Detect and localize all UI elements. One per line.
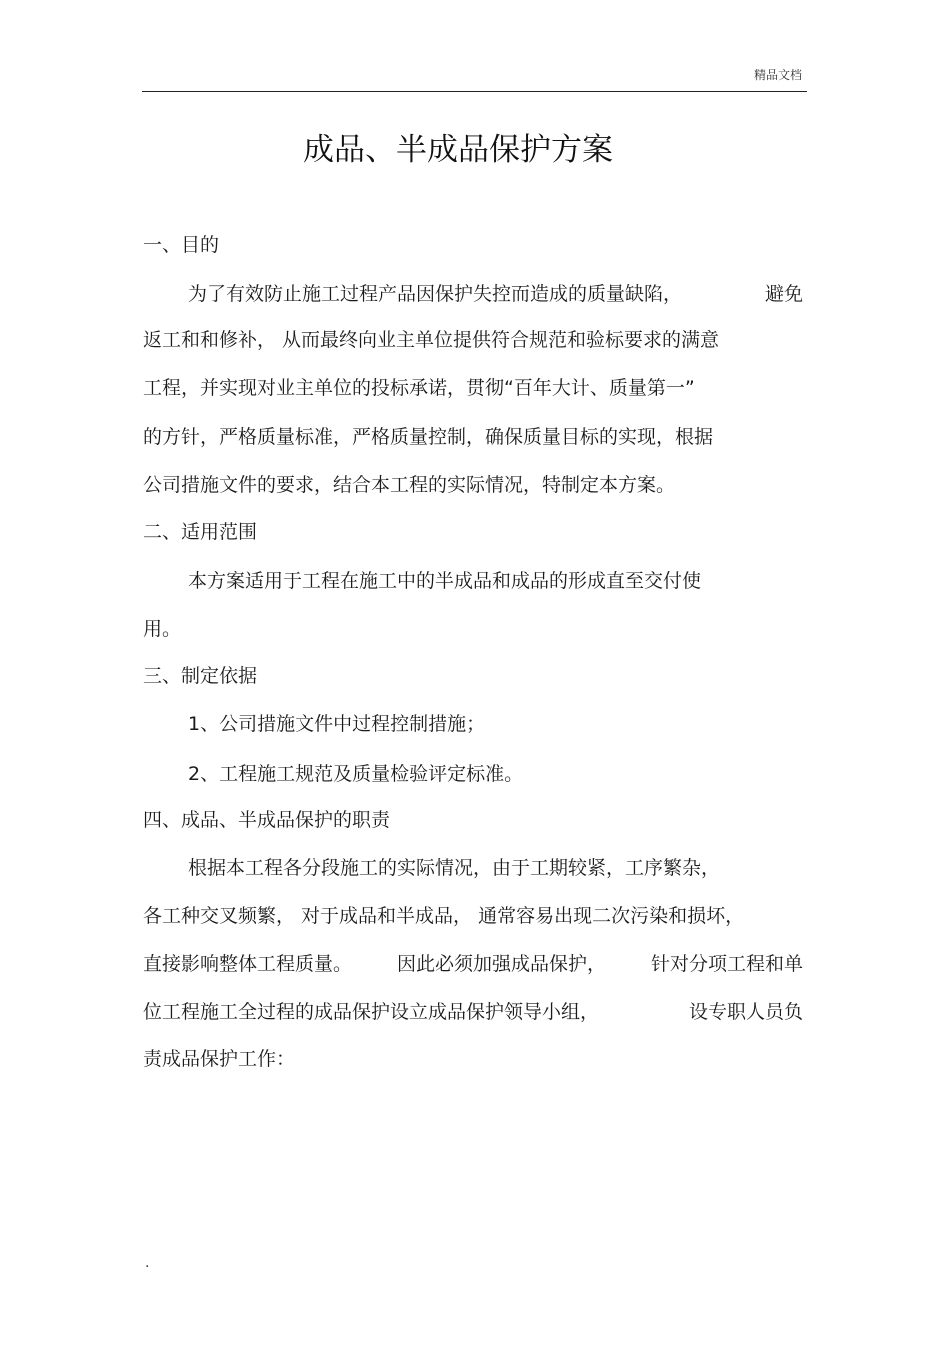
text-segment: 直接影响整体工程质量。 [143, 953, 353, 975]
text-segment: 设专职人员负 [688, 1001, 803, 1023]
section-4-paragraph-line-4 [143, 999, 803, 1025]
document-title: 成品、半成品保护方案 [303, 132, 613, 168]
section-2-paragraph-line-2: 用。 [143, 618, 182, 640]
header-label: 精品文档 [753, 68, 802, 82]
header-divider [142, 91, 807, 92]
section-3-list-item-1: 1、公司措施文件中过程控制措施； [188, 713, 486, 735]
text-segment: 避免 [764, 283, 803, 305]
section-3-heading: 三、制定依据 [143, 665, 258, 687]
section-1-paragraph-line-4: 的方针，严格质量标准，严格质量控制，确保质量目标的实现，根据 [143, 426, 714, 448]
section-1-paragraph-line-3: 工程，并实现对业主单位的投标承诺，贯彻“百年大计、质量第一” [143, 377, 695, 399]
section-2-heading: 二、适用范围 [143, 521, 258, 543]
section-4-paragraph-line-5: 责成品保护工作： [143, 1048, 296, 1070]
section-4-paragraph-line-3 [143, 951, 803, 977]
section-4-heading: 四、成品、半成品保护的职责 [143, 809, 391, 831]
text-segment: 针对分项工程和单 [650, 953, 803, 975]
text-segment: 因此必须加强成品保护， [396, 953, 606, 975]
section-1-paragraph-line-1 [188, 281, 803, 307]
text-segment: 为了有效防止施工过程产品因保护失控而造成的质量缺陷， [188, 283, 683, 305]
section-3-list-item-2: 2、工程施工规范及质量检验评定标准。 [188, 763, 524, 785]
text-segment: 位工程施工全过程的成品保护设立成品保护领导小组， [143, 1001, 600, 1023]
section-1-paragraph-line-2: 返工和和修补， 从而最终向业主单位提供符合规范和验标要求的满意 [143, 329, 720, 351]
footer-mark: . [145, 1255, 150, 1271]
section-1-paragraph-line-5: 公司措施文件的要求，结合本工程的实际情况，特制定本方案。 [143, 474, 676, 496]
section-4-paragraph-line-1: 根据本工程各分段施工的实际情况，由于工期较紧，工序繁杂， [188, 857, 721, 879]
section-1-heading: 一、目的 [143, 234, 220, 256]
section-4-paragraph-line-2: 各工种交叉频繁， 对于成品和半成品， 通常容易出现二次污染和损坏， [143, 905, 745, 927]
section-2-paragraph-line-1: 本方案适用于工程在施工中的半成品和成品的形成直至交付使 [188, 570, 702, 592]
